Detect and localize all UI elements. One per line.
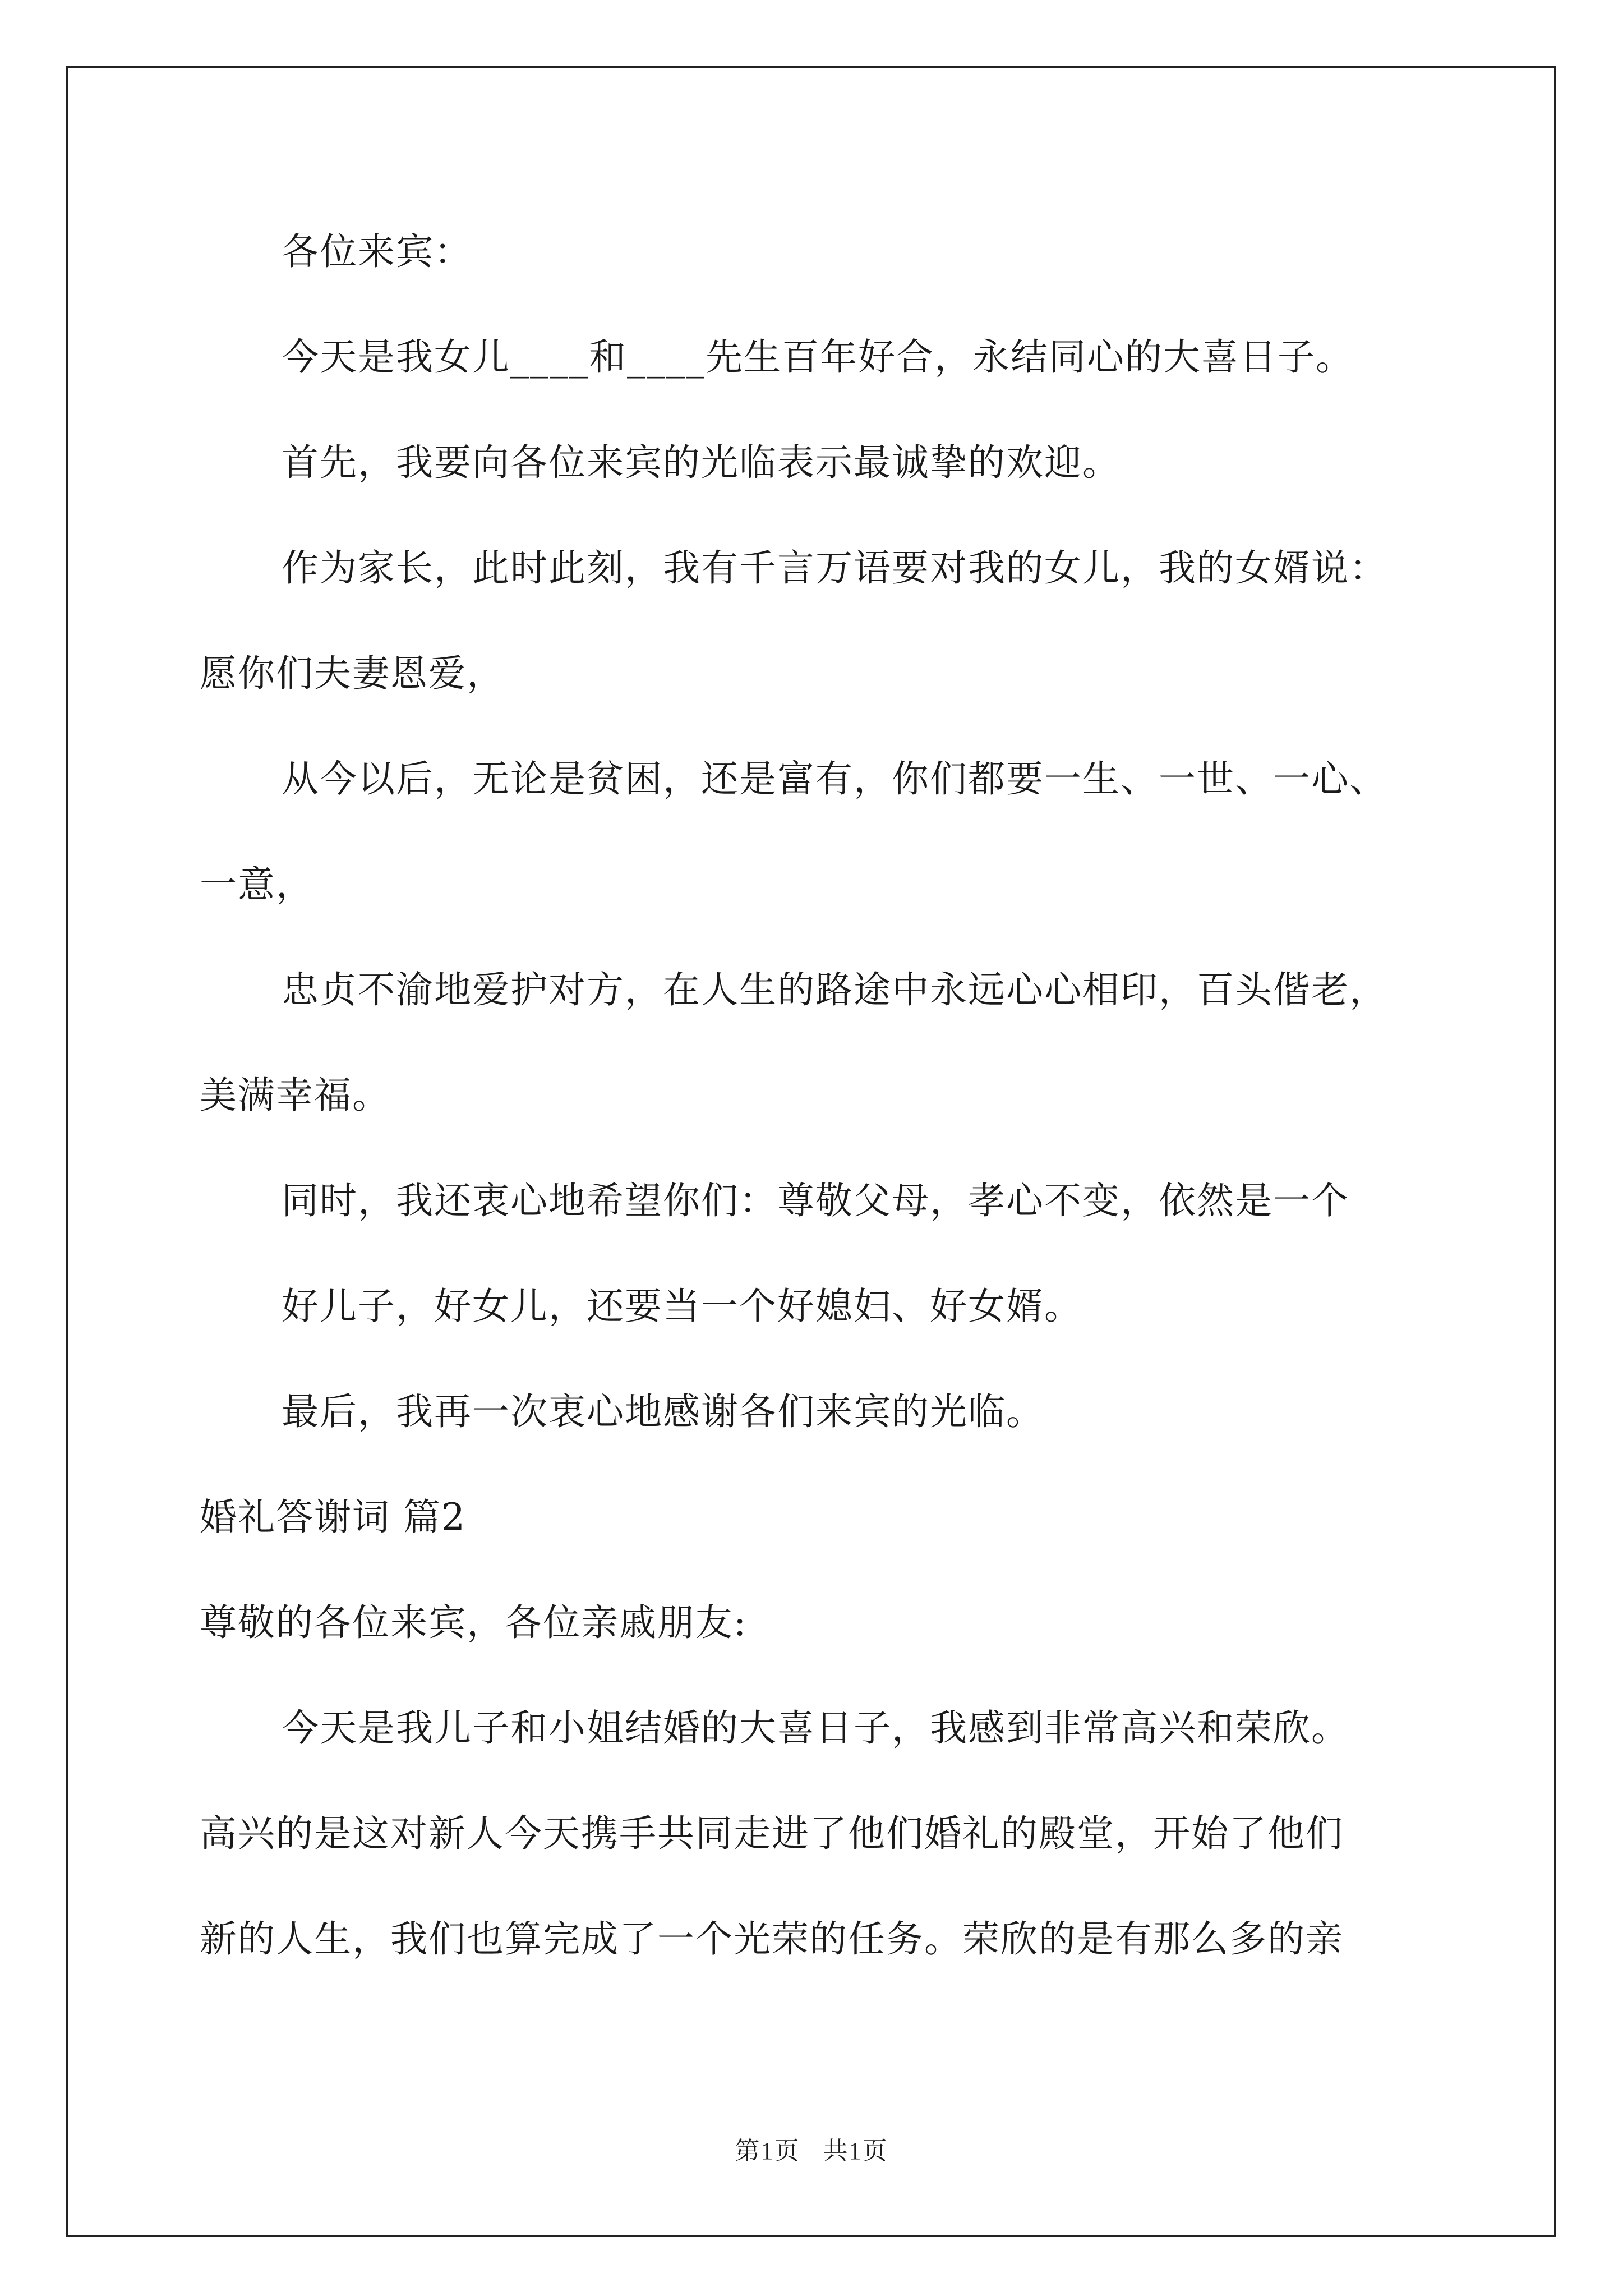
- paragraph-line: 美满幸福。: [200, 1074, 390, 1117]
- paragraph-line: 今天是我儿子和小姐结婚的大喜日子，我感到非常高兴和荣欣。: [282, 1706, 1349, 1750]
- section-heading: 婚礼答谢词 篇2: [200, 1496, 466, 1539]
- paragraph-line: 高兴的是这对新人今天携手共同走进了他们婚礼的殿堂，开始了他们: [200, 1812, 1344, 1855]
- page-border: [66, 66, 1556, 2237]
- page-number: 第1页: [735, 2137, 800, 2165]
- paragraph-line: 一意，: [200, 863, 314, 906]
- paragraph-line: 忠贞不渝地爱护对方，在人生的路途中永远心心相印，百头偕老，: [282, 968, 1387, 1011]
- paragraph-line: 作为家长，此时此刻，我有千言万语要对我的女儿，我的女婿说：: [282, 546, 1387, 590]
- paragraph-line: 最后，我再一次衷心地感谢各们来宾的光临。: [282, 1390, 1044, 1433]
- paragraph-line: 今天是我女儿____和____先生百年好合，永结同心的大喜日子。: [282, 335, 1354, 379]
- paragraph-line: 好儿子，好女儿，还要当一个好媳妇、好女婿。: [282, 1285, 1082, 1328]
- paragraph-line: 新的人生，我们也算完成了一个光荣的任务。荣欣的是有那么多的亲: [200, 1917, 1344, 1961]
- paragraph-line: 首先，我要向各位来宾的光临表示最诚挚的欢迎。: [282, 441, 1121, 484]
- paragraph-line: 从今以后，无论是贫困，还是富有，你们都要一生、一世、一心、: [282, 757, 1387, 800]
- page-total: 共1页: [823, 2137, 888, 2165]
- paragraph-line: 各位来宾：: [282, 230, 472, 273]
- paragraph-line: 同时，我还衷心地希望你们：尊敬父母，孝心不变，依然是一个: [282, 1179, 1349, 1222]
- paragraph-line: 愿你们夫妻恩爱，: [200, 652, 505, 695]
- paragraph-line: 尊敬的各位来宾，各位亲戚朋友:: [200, 1601, 748, 1644]
- page-footer: [0, 2131, 1623, 2166]
